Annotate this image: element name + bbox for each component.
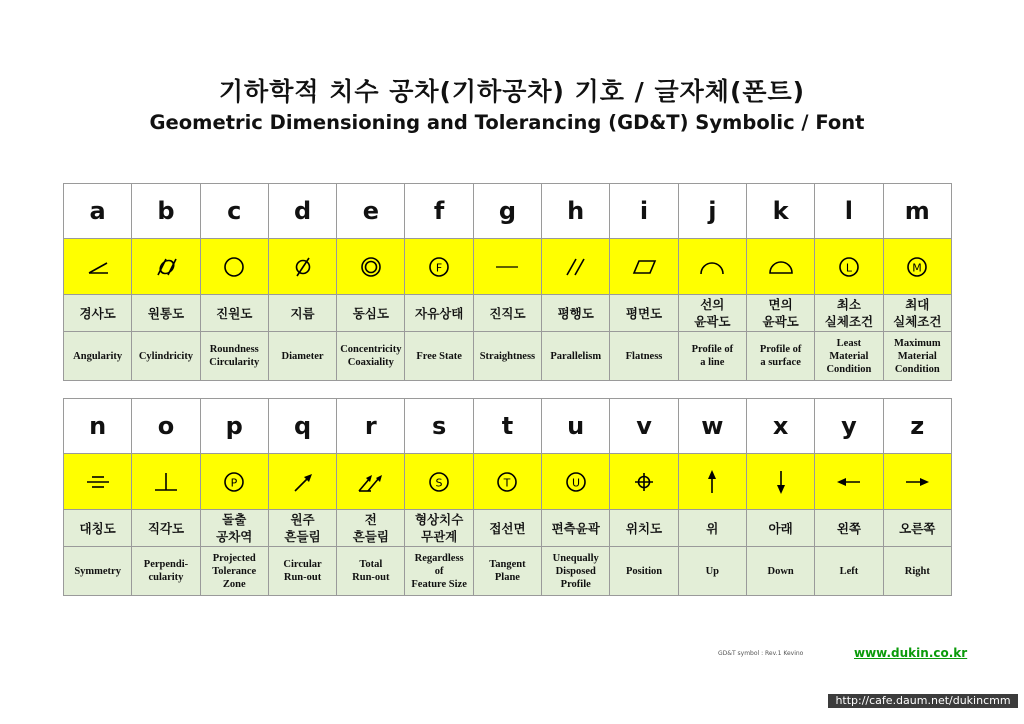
english-name-z: Right [883,547,951,596]
symbol-cell-a [64,239,132,295]
letter-cell-z: z [883,399,951,454]
korean-name-r: 전 흔들림 [337,510,405,547]
symbol-cell-x [746,454,814,510]
cylindricity-icon [151,252,181,282]
svg-text:S: S [435,476,443,489]
korean-name-u: 편측윤곽 [542,510,610,547]
symbol-cell-k [746,239,814,295]
arrow-left-icon [834,467,864,497]
svg-text:U: U [571,476,580,489]
english-name-x: Down [746,547,814,596]
letter-cell-h: h [542,184,610,239]
letter-cell-p: p [200,399,268,454]
perpendicularity-icon [151,467,181,497]
letter-cell-r: r [337,399,405,454]
symbol-cell-j [678,239,746,295]
korean-name-d: 지름 [268,295,336,332]
korean-name-i: 평면도 [610,295,678,332]
symbol-cell-v [610,454,678,510]
rfs-icon [424,467,454,497]
letter-cell-n: n [64,399,132,454]
diameter-icon [288,252,318,282]
unequal-profile-icon [561,467,591,497]
english-name-q: Circular Run-out [268,547,336,596]
letter-cell-o: o [132,399,200,454]
letter-cell-c: c [200,184,268,239]
watermark-url: http://cafe.daum.net/dukincmm [828,694,1018,708]
profile-surface-icon [766,252,796,282]
total-runout-icon [356,467,386,497]
symbol-cell-t [473,454,541,510]
korean-name-x: 아래 [746,510,814,547]
english-name-s: Regardless of Feature Size [405,547,473,596]
lmc-icon [834,252,864,282]
letter-cell-g: g [473,184,541,239]
symbol-cell-o [132,454,200,510]
letter-cell-d: d [268,184,336,239]
letter-cell-m: m [883,184,951,239]
symbol-cell-e [337,239,405,295]
english-name-g: Straightness [473,332,541,381]
letter-cell-a: a [64,184,132,239]
korean-name-p: 돌출 공차역 [200,510,268,547]
symbol-cell-u [542,454,610,510]
symbol-cell-y [815,454,883,510]
korean-name-l: 최소 실체조건 [815,295,883,332]
letter-cell-q: q [268,399,336,454]
symbol-cell-w [678,454,746,510]
symbol-cell-c [200,239,268,295]
symbol-cell-i [610,239,678,295]
parallelism-icon [561,252,591,282]
letter-cell-x: x [746,399,814,454]
english-name-e: Concentricity Coaxiality [337,332,405,381]
english-name-b: Cylindricity [132,332,200,381]
svg-text:F: F [435,261,443,274]
symbol-cell-f [405,239,473,295]
circular-runout-icon [288,467,318,497]
english-name-f: Free State [405,332,473,381]
korean-name-n: 대칭도 [64,510,132,547]
svg-text:L: L [845,261,852,274]
korean-name-z: 오른쪽 [883,510,951,547]
symbol-cell-l [815,239,883,295]
symbol-cell-n [64,454,132,510]
english-name-row [64,332,952,381]
straightness-icon [492,252,522,282]
korean-name-m: 최대 실체조건 [883,295,951,332]
english-name-m: Maximum Material Condition [883,332,951,381]
english-name-p: Projected Tolerance Zone [200,547,268,596]
english-name-t: Tangent Plane [473,547,541,596]
letter-cell-k: k [746,184,814,239]
korean-name-s: 형상치수 무관계 [405,510,473,547]
letter-cell-s: s [405,399,473,454]
symbol-cell-h [542,239,610,295]
english-name-v: Position [610,547,678,596]
letter-cell-j: j [678,184,746,239]
english-name-o: Perpendi- cularity [132,547,200,596]
korean-name-e: 동심도 [337,295,405,332]
letter-row [64,184,952,239]
symbol-cell-d [268,239,336,295]
english-name-w: Up [678,547,746,596]
roundness-icon [219,252,249,282]
korean-name-k: 면의 윤곽도 [746,295,814,332]
english-name-y: Left [815,547,883,596]
concentricity-icon [356,252,386,282]
english-name-c: Roundness Circularity [200,332,268,381]
korean-name-a: 경사도 [64,295,132,332]
page-subtitle: Geometric Dimensioning and Tolerancing (GD&T) Symbolic / Font [149,111,865,134]
position-icon [629,467,659,497]
symmetry-icon [83,467,113,497]
korean-name-t: 접선면 [473,510,541,547]
english-name-r: Total Run-out [337,547,405,596]
letter-row [64,399,952,454]
mmc-icon [902,252,932,282]
letter-cell-e: e [337,184,405,239]
symbol-cell-m [883,239,951,295]
english-name-j: Profile of a line [678,332,746,381]
footer-note: GD&T symbol : Rev.1 Kevino [718,650,804,657]
letter-cell-t: t [473,399,541,454]
letter-cell-u: u [542,399,610,454]
free-state-icon [424,252,454,282]
arrow-up-icon [697,467,727,497]
svg-text:M: M [912,261,923,274]
website-link[interactable]: www.dukin.co.kr [854,646,968,660]
korean-name-g: 진직도 [473,295,541,332]
english-name-n: Symmetry [64,547,132,596]
flatness-icon [629,252,659,282]
symbol-cell-s [405,454,473,510]
english-name-h: Parallelism [542,332,610,381]
english-name-l: Least Material Condition [815,332,883,381]
letter-cell-i: i [610,184,678,239]
symbol-table-a-m [63,183,952,381]
profile-line-icon [697,252,727,282]
letter-cell-v: v [610,399,678,454]
symbol-cell-z [883,454,951,510]
arrow-down-icon [766,467,796,497]
svg-text:T: T [504,476,511,489]
korean-name-j: 선의 윤곽도 [678,295,746,332]
symbol-cell-q [268,454,336,510]
korean-name-row [64,295,952,332]
korean-name-v: 위치도 [610,510,678,547]
projected-zone-icon [219,467,249,497]
symbol-cell-b [132,239,200,295]
letter-cell-b: b [132,184,200,239]
english-name-k: Profile of a surface [746,332,814,381]
svg-text:P: P [230,476,238,489]
korean-name-c: 진원도 [200,295,268,332]
english-name-d: Diameter [268,332,336,381]
korean-name-q: 원주 흔들림 [268,510,336,547]
symbol-table-n-z [63,398,952,596]
korean-name-w: 위 [678,510,746,547]
tangent-plane-icon [492,467,522,497]
english-name-u: Unequally Disposed Profile [542,547,610,596]
korean-name-y: 왼쪽 [815,510,883,547]
symbol-cell-p [200,454,268,510]
korean-name-h: 평행도 [542,295,610,332]
symbol-cell-r [337,454,405,510]
letter-cell-l: l [815,184,883,239]
korean-name-f: 자유상태 [405,295,473,332]
page-title: 기하학적 치수 공차(기하공차) 기호 / 글자체(폰트) [218,77,806,106]
symbol-row [64,454,952,510]
english-name-i: Flatness [610,332,678,381]
letter-cell-y: y [815,399,883,454]
korean-name-o: 직각도 [132,510,200,547]
korean-name-b: 원통도 [132,295,200,332]
english-name-a: Angularity [64,332,132,381]
symbol-cell-g [473,239,541,295]
arrow-right-icon [902,467,932,497]
english-name-row [64,547,952,596]
symbol-row [64,239,952,295]
letter-cell-f: f [405,184,473,239]
korean-name-row [64,510,952,547]
angularity-icon [83,252,113,282]
letter-cell-w: w [678,399,746,454]
